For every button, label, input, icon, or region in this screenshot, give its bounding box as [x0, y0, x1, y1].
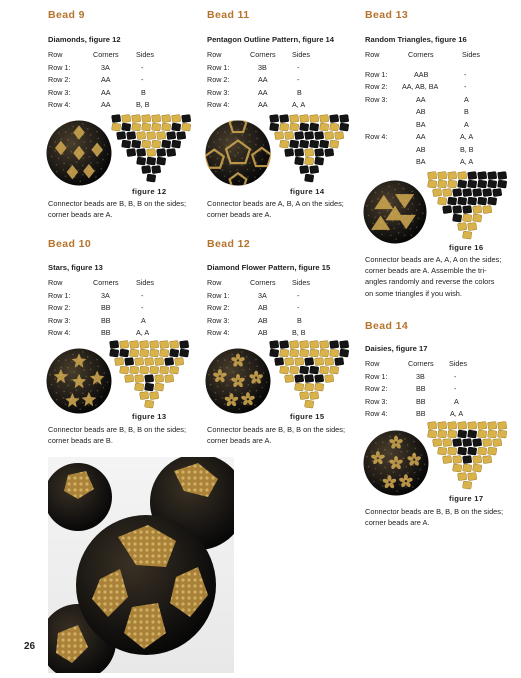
bead11-pattern-title: Pentagon Outline Pattern, figure 14	[207, 35, 335, 44]
bead10-triangle-pattern	[108, 339, 194, 411]
bead14-ball-pattern	[363, 430, 429, 496]
bead13-ball-pattern	[363, 180, 427, 244]
bead-triangle-figure	[268, 339, 354, 411]
table-row	[365, 397, 485, 410]
caption-line: corner beads are A. Assemble the tri-	[365, 266, 487, 276]
bead10-caption	[48, 424, 208, 446]
bead14-title: Bead 14	[365, 320, 409, 332]
row-sides: B, B	[136, 100, 150, 109]
row-sides: -	[141, 75, 144, 84]
bead13-figure-label: figure 16	[449, 243, 484, 252]
bead-triangle-figure	[108, 339, 194, 411]
row-corners: BB	[101, 315, 111, 325]
table-header	[207, 278, 327, 291]
row-sides: -	[141, 303, 144, 312]
beaded-ball-illustration	[205, 120, 271, 186]
header-sides: Sides	[136, 278, 154, 287]
header-corners: Corners	[93, 278, 119, 287]
row-sides: -	[454, 384, 457, 393]
caption-line: on some triangles if you wish.	[365, 288, 462, 298]
row-label: Row 2:	[207, 303, 230, 312]
row-corners: AB	[416, 107, 426, 116]
table-row	[48, 100, 158, 113]
table-row	[48, 291, 168, 304]
row-corners: AA, AB, BA	[402, 82, 439, 91]
bead10-title: Bead 10	[48, 238, 92, 250]
bead10-pattern-title: Stars, figure 13	[48, 263, 103, 272]
bead11-figure-label: figure 14	[290, 187, 325, 196]
table-row	[207, 75, 327, 88]
bead9-figure-label: figure 12	[132, 187, 167, 196]
table-row	[207, 88, 327, 101]
row-sides: -	[297, 75, 300, 84]
row-corners: AAB	[414, 69, 429, 79]
bead11-title: Bead 11	[207, 9, 250, 21]
row-sides: A, A	[136, 328, 150, 337]
row-label: Row 4:	[48, 100, 71, 109]
caption-line: Connector beads are B, B, B on the sides;	[207, 425, 346, 434]
bead10-table	[48, 278, 168, 341]
row-corners: BB	[416, 409, 426, 418]
row-label: Row 1:	[207, 62, 230, 72]
table-row	[207, 63, 327, 76]
row-corners: AA	[258, 100, 268, 109]
bead13-pattern-title: Random Triangles, figure 16	[365, 35, 467, 44]
caption-line: Connector beads are A, B, A on the sides;	[207, 199, 344, 208]
bead13-table	[365, 50, 485, 170]
row-sides: -	[297, 303, 300, 312]
page-number: 26	[24, 641, 36, 652]
caption-line: corner beads are A.	[48, 210, 113, 220]
row-label: Row 3:	[48, 315, 71, 325]
row-sides: B, B	[292, 328, 306, 337]
header-corners: Corners	[408, 359, 434, 368]
row-label: Row 4:	[207, 100, 230, 109]
table-row	[207, 100, 327, 113]
row-label: Row 2:	[207, 75, 230, 84]
row-sides: A	[454, 396, 459, 406]
row-sides: B	[464, 107, 469, 116]
row-label: Row 1:	[365, 69, 388, 79]
row-label: Row 1:	[48, 62, 71, 72]
row-sides: B	[141, 87, 146, 97]
bead-triangle-figure	[110, 113, 196, 185]
table-row	[365, 82, 485, 95]
row-label: Row 2:	[365, 384, 388, 393]
bead12-title: Bead 12	[207, 238, 251, 250]
caption-line: Connector beads are B, B, B on the sides;	[48, 425, 187, 434]
row-corners: 3A	[258, 290, 267, 300]
row-corners: AA	[416, 94, 426, 104]
table-header	[207, 50, 327, 63]
table-row	[365, 132, 485, 145]
row-corners: AA	[416, 132, 426, 141]
header-row: Row	[48, 278, 63, 287]
bead11-triangle-pattern	[268, 113, 354, 185]
row-corners: 3B	[416, 371, 425, 381]
table-header	[365, 50, 485, 63]
row-label: Row 2:	[365, 82, 388, 91]
row-sides: B	[297, 315, 302, 325]
table-header	[48, 50, 158, 63]
bead14-figure-label: figure 17	[449, 494, 484, 503]
table-header	[48, 278, 168, 291]
table-header	[365, 359, 485, 372]
row-label: Row 3:	[48, 87, 71, 97]
bead14-table	[365, 359, 485, 422]
row-sides: -	[454, 371, 457, 381]
caption-line: Connector beads are A, A, A on the sides;	[365, 255, 502, 264]
table-row	[365, 107, 485, 120]
caption-line: Connector beads are B, B, B on the sides;	[365, 507, 504, 516]
row-corners: AA	[101, 87, 111, 97]
table-row	[207, 303, 327, 316]
bead12-triangle-pattern	[268, 339, 354, 411]
caption-line: corner beads are B.	[48, 436, 113, 446]
bead11-ball-pattern	[205, 120, 271, 186]
row-sides: A	[464, 94, 469, 104]
bead9-caption	[48, 198, 208, 220]
header-sides: Sides	[449, 359, 467, 368]
caption-line: Connector beads are B, B, B on the sides;	[48, 199, 187, 208]
header-sides: Sides	[462, 50, 480, 59]
row-sides: A	[464, 119, 469, 129]
row-corners: AB	[416, 144, 426, 154]
row-corners: AA	[101, 100, 111, 109]
table-row	[365, 384, 485, 397]
row-sides: A, A	[450, 409, 464, 418]
header-row: Row	[365, 50, 380, 59]
bead9-table	[48, 50, 158, 113]
row-label: Row 4:	[48, 328, 71, 337]
row-corners: BA	[416, 119, 426, 129]
table-row	[48, 88, 158, 101]
photo-illustration	[48, 457, 234, 673]
bead-triangle-figure	[426, 170, 512, 242]
table-row	[48, 63, 158, 76]
bead12-caption	[207, 424, 367, 446]
row-label: Row 4:	[365, 132, 388, 141]
row-label: Row 1:	[48, 290, 71, 300]
row-corners: 3A	[101, 62, 110, 72]
row-corners: AB	[258, 315, 268, 325]
table-row	[48, 75, 158, 88]
row-label: Row 3:	[207, 315, 230, 325]
header-corners: Corners	[250, 50, 276, 59]
table-row	[365, 95, 485, 108]
row-label: Row 4:	[365, 409, 388, 418]
beaded-ball-illustration	[46, 120, 112, 186]
row-sides: -	[464, 82, 467, 91]
bead-triangle-figure	[268, 113, 354, 185]
beaded-ball-illustration	[46, 348, 112, 414]
header-row: Row	[207, 278, 222, 287]
table-row	[365, 372, 485, 385]
bead11-table	[207, 50, 327, 113]
bead14-pattern-title: Daisies, figure 17	[365, 344, 428, 353]
bead13-caption	[365, 254, 517, 299]
caption-line: corner beads are A.	[207, 210, 272, 220]
row-sides: -	[141, 290, 144, 300]
bead14-triangle-pattern	[426, 420, 512, 492]
row-label: Row 2:	[48, 303, 71, 312]
caption-line: corner beads are A.	[207, 436, 272, 446]
row-corners: AA	[258, 87, 268, 97]
bead10-ball-pattern	[46, 348, 112, 414]
caption-line: corner beads are A.	[365, 518, 430, 528]
header-row: Row	[365, 359, 380, 368]
header-sides: Sides	[136, 50, 154, 59]
beaded-beads-photo	[48, 457, 234, 673]
table-row	[48, 303, 168, 316]
row-corners: AB	[258, 328, 268, 337]
beaded-ball-illustration	[363, 430, 429, 496]
bead12-pattern-title: Diamond Flower Pattern, figure 15	[207, 263, 331, 272]
row-corners: AB	[258, 303, 268, 312]
row-sides: A, A	[460, 157, 474, 166]
bead11-caption	[207, 198, 367, 220]
row-label: Row 1:	[365, 371, 388, 381]
header-row: Row	[207, 50, 222, 59]
row-label: Row 2:	[48, 75, 71, 84]
bead9-triangle-pattern	[110, 113, 196, 185]
row-corners: AA	[101, 75, 111, 84]
beaded-ball-illustration	[205, 348, 271, 414]
row-label: Row 3:	[365, 94, 388, 104]
table-row	[207, 291, 327, 304]
row-corners: BB	[101, 303, 111, 312]
row-label: Row 3:	[365, 396, 388, 406]
header-sides: Sides	[292, 50, 310, 59]
row-corners: BB	[101, 328, 111, 337]
row-corners: BB	[416, 384, 426, 393]
header-sides: Sides	[292, 278, 310, 287]
row-sides: A, A	[460, 132, 474, 141]
row-corners: 3B	[258, 62, 267, 72]
header-corners: Corners	[250, 278, 276, 287]
table-row	[365, 120, 485, 133]
bead12-ball-pattern	[205, 348, 271, 414]
caption-line: angles randomly and reverse the colors	[365, 277, 495, 287]
table-row	[365, 70, 485, 83]
row-sides: B, B	[460, 144, 474, 154]
table-row	[207, 316, 327, 329]
bead12-figure-label: figure 15	[290, 412, 325, 421]
row-corners: BB	[416, 396, 426, 406]
bead9-ball-pattern	[46, 120, 112, 186]
bead9-title: Bead 9	[48, 9, 85, 21]
row-corners: 3A	[101, 290, 110, 300]
beaded-ball-illustration	[363, 180, 427, 244]
bead10-figure-label: figure 13	[132, 412, 167, 421]
bead9-pattern-title: Diamonds, figure 12	[48, 35, 121, 44]
row-sides: -	[297, 290, 300, 300]
bead12-table	[207, 278, 327, 341]
bead-triangle-figure	[426, 420, 512, 492]
row-corners: BA	[416, 157, 426, 166]
table-row	[365, 145, 485, 158]
table-row	[48, 316, 168, 329]
row-label: Row 1:	[207, 290, 230, 300]
bead13-title: Bead 13	[365, 9, 409, 21]
header-corners: Corners	[93, 50, 119, 59]
row-corners: AA	[258, 75, 268, 84]
row-label: Row 4:	[207, 328, 230, 337]
row-sides: A, A	[292, 100, 306, 109]
table-row	[365, 157, 485, 170]
bead14-caption	[365, 506, 517, 528]
bead13-triangle-pattern	[426, 170, 512, 242]
row-sides: A	[141, 315, 146, 325]
header-corners: Corners	[408, 50, 434, 59]
header-row: Row	[48, 50, 63, 59]
row-sides: -	[464, 69, 467, 79]
row-label: Row 3:	[207, 87, 230, 97]
row-sides: -	[141, 62, 144, 72]
row-sides: B	[297, 87, 302, 97]
row-sides: -	[297, 62, 300, 72]
